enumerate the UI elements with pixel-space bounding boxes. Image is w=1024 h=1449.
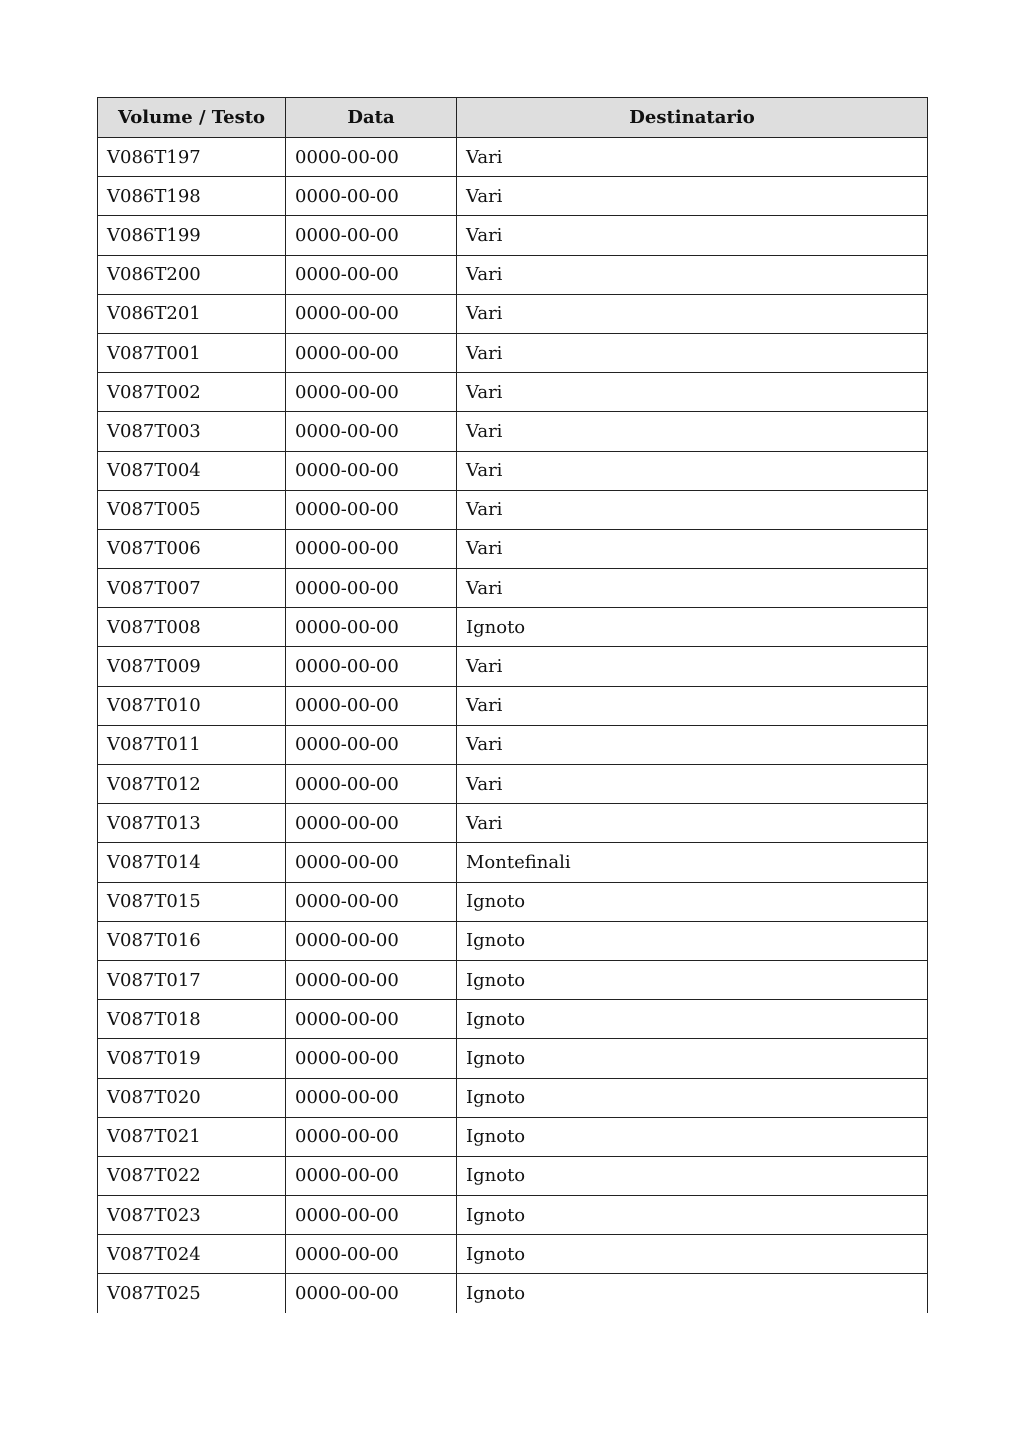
cell-destinatario: Ignoto [457,608,928,647]
cell-destinatario: Vari [457,412,928,451]
column-header-data: Data [286,98,457,138]
table-row [98,138,928,177]
cell-data: 0000-00-00 [286,1274,457,1313]
table-header-row [98,98,928,138]
table-row [98,1000,928,1039]
cell-data: 0000-00-00 [286,608,457,647]
cell-destinatario: Vari [457,294,928,333]
cell-destinatario: Ignoto [457,1117,928,1156]
cell-data: 0000-00-00 [286,569,457,608]
cell-destinatario: Ignoto [457,1039,928,1078]
cell-destinatario: Ignoto [457,1078,928,1117]
cell-volume-testo: V086T200 [98,255,286,294]
cell-data: 0000-00-00 [286,1000,457,1039]
table-row [98,1196,928,1235]
column-header-destinatario: Destinatario [457,98,928,138]
cell-volume-testo: V086T199 [98,216,286,255]
table-row [98,960,928,999]
cell-destinatario: Ignoto [457,1274,928,1313]
table-row [98,804,928,843]
table-row [98,765,928,804]
cell-data: 0000-00-00 [286,804,457,843]
cell-destinatario: Vari [457,451,928,490]
cell-data: 0000-00-00 [286,843,457,882]
cell-volume-testo: V086T198 [98,177,286,216]
cell-volume-testo: V087T005 [98,490,286,529]
cell-destinatario: Vari [457,138,928,177]
cell-volume-testo: V087T025 [98,1274,286,1313]
records-table [97,97,928,1313]
cell-volume-testo: V087T015 [98,882,286,921]
table-row [98,686,928,725]
cell-volume-testo: V086T201 [98,294,286,333]
cell-volume-testo: V087T014 [98,843,286,882]
table-row [98,255,928,294]
cell-data: 0000-00-00 [286,529,457,568]
cell-destinatario: Ignoto [457,1235,928,1274]
table-row [98,1156,928,1195]
cell-destinatario: Vari [457,804,928,843]
table-row [98,490,928,529]
table-row [98,333,928,372]
table-row [98,1235,928,1274]
cell-data: 0000-00-00 [286,216,457,255]
cell-volume-testo: V087T022 [98,1156,286,1195]
cell-destinatario: Vari [457,725,928,764]
cell-data: 0000-00-00 [286,647,457,686]
cell-volume-testo: V087T013 [98,804,286,843]
cell-destinatario: Vari [457,490,928,529]
cell-destinatario: Vari [457,569,928,608]
cell-volume-testo: V087T011 [98,725,286,764]
cell-destinatario: Vari [457,765,928,804]
cell-data: 0000-00-00 [286,1196,457,1235]
cell-data: 0000-00-00 [286,138,457,177]
cell-destinatario: Vari [457,373,928,412]
cell-volume-testo: V087T019 [98,1039,286,1078]
cell-destinatario: Vari [457,216,928,255]
cell-destinatario: Vari [457,686,928,725]
cell-data: 0000-00-00 [286,725,457,764]
cell-destinatario: Ignoto [457,921,928,960]
table-row [98,412,928,451]
cell-volume-testo: V087T020 [98,1078,286,1117]
cell-destinatario: Ignoto [457,882,928,921]
table-row [98,373,928,412]
cell-destinatario: Vari [457,333,928,372]
cell-data: 0000-00-00 [286,294,457,333]
table-row [98,569,928,608]
cell-destinatario: Vari [457,255,928,294]
cell-volume-testo: V087T018 [98,1000,286,1039]
cell-volume-testo: V087T012 [98,765,286,804]
cell-volume-testo: V087T021 [98,1117,286,1156]
cell-destinatario: Ignoto [457,1196,928,1235]
table-row [98,647,928,686]
cell-volume-testo: V087T023 [98,1196,286,1235]
table-row [98,843,928,882]
cell-data: 0000-00-00 [286,921,457,960]
column-header-volume-testo: Volume / Testo [98,98,286,138]
cell-destinatario: Ignoto [457,1000,928,1039]
cell-data: 0000-00-00 [286,1117,457,1156]
table-row [98,608,928,647]
cell-volume-testo: V087T007 [98,569,286,608]
table-row [98,529,928,568]
cell-data: 0000-00-00 [286,1156,457,1195]
cell-data: 0000-00-00 [286,333,457,372]
cell-volume-testo: V087T002 [98,373,286,412]
table-row [98,882,928,921]
cell-data: 0000-00-00 [286,1078,457,1117]
cell-data: 0000-00-00 [286,255,457,294]
cell-data: 0000-00-00 [286,765,457,804]
cell-volume-testo: V087T017 [98,960,286,999]
cell-volume-testo: V087T016 [98,921,286,960]
table-body [98,138,928,1314]
cell-volume-testo: V087T008 [98,608,286,647]
table-row [98,1117,928,1156]
cell-volume-testo: V086T197 [98,138,286,177]
cell-destinatario: Vari [457,529,928,568]
table-row [98,921,928,960]
cell-destinatario: Ignoto [457,960,928,999]
cell-volume-testo: V087T024 [98,1235,286,1274]
cell-volume-testo: V087T010 [98,686,286,725]
cell-data: 0000-00-00 [286,1039,457,1078]
cell-data: 0000-00-00 [286,686,457,725]
cell-destinatario: Montefinali [457,843,928,882]
table-row [98,725,928,764]
table-row [98,1078,928,1117]
cell-volume-testo: V087T001 [98,333,286,372]
table-row [98,216,928,255]
table-row [98,177,928,216]
cell-destinatario: Vari [457,647,928,686]
cell-destinatario: Ignoto [457,1156,928,1195]
cell-volume-testo: V087T003 [98,412,286,451]
table-row [98,1274,928,1313]
table-row [98,451,928,490]
cell-data: 0000-00-00 [286,177,457,216]
cell-volume-testo: V087T006 [98,529,286,568]
cell-data: 0000-00-00 [286,373,457,412]
table-row [98,294,928,333]
cell-data: 0000-00-00 [286,882,457,921]
table-row [98,1039,928,1078]
cell-destinatario: Vari [457,177,928,216]
cell-data: 0000-00-00 [286,451,457,490]
cell-data: 0000-00-00 [286,960,457,999]
cell-data: 0000-00-00 [286,1235,457,1274]
cell-volume-testo: V087T009 [98,647,286,686]
cell-data: 0000-00-00 [286,490,457,529]
cell-volume-testo: V087T004 [98,451,286,490]
cell-data: 0000-00-00 [286,412,457,451]
